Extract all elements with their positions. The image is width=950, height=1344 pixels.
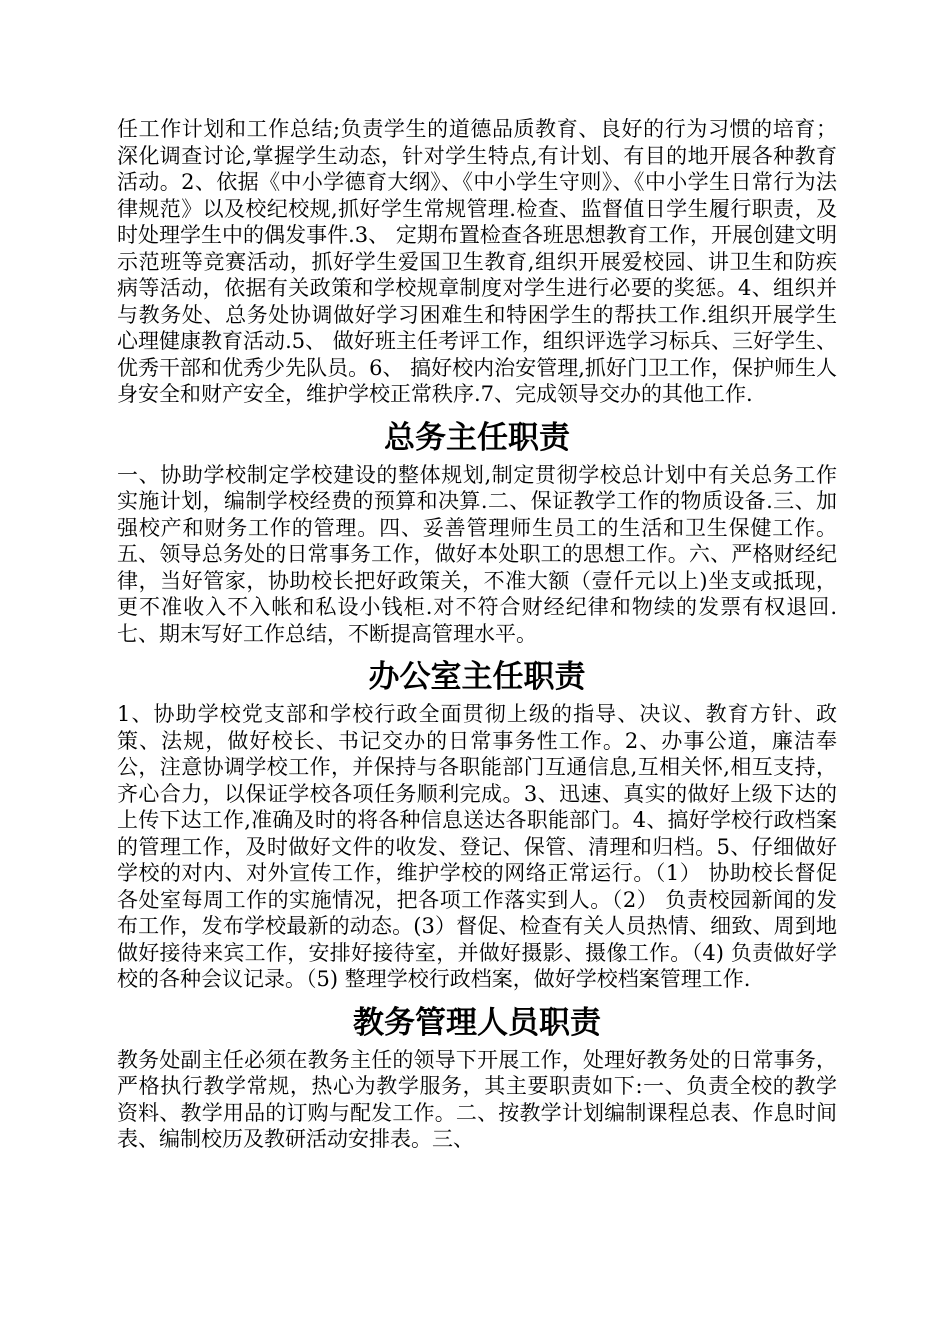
- section-heading-academic-staff: 教务管理人员职责: [353, 1004, 601, 1041]
- section-heading-general-affairs: 总务主任职责: [384, 419, 570, 456]
- section-body-office-director: 1、协助学校党支部和学校行政全面贯彻上级的指导、决议、教育方针、政策、法规，做好校长、书记交办的日常事务性工作。2、办事公道，廉洁奉公，注意协调学校工作，并保持与各职能部门互通信息,互相关怀,相互支持，齐心合力，以保证学校各项任务顺利完成。3、迅速、真实的做好上级下达的上传下达工作,准确及时的将各种信息送达各职能部门。4、搞好学校行政档案的管理工作，及时做好文件的收发、登记、保管、清理和归档。5、仔细做好学校的对内、对外宣传工作，维护学校的网络正常运行。（1） 协助校长督促各处室每周工作的实施情况，把各项工作落实到人。（2） 负责校园新闻的发布工作，发布学校最新的动态。(3）督促、检查有关人员热情、细致、周到地做好接待来宾工作，安排好接待室，并做好摄影、摄像工作。（4) 负责做好学校的各种会议记录。（5) 整理学校行政档案，做好学校档案管理工作.: [117, 702, 837, 991]
- section-heading-office-director: 办公室主任职责: [368, 659, 586, 695]
- section-body-intro: 任工作计划和工作总结;负责学生的道德品质教育、良好的行为习惯的培育；深化调查讨论,掌握学生动态，针对学生特点,有计划、有目的地开展各种教育活动。2、依据《中小学德育大纲》、《中小学生守则》、《中小学生日常行为法律规范》以及校纪校规,抓好学生常规管理.检查、监督值日学生履行职责，及时处理学生中的偶发事件.3、 定期布置检查各班思想教育工作，开展创建文明示范班等竞赛活动，抓好学生爱国卫生教育,组织开展爱校园、讲卫生和防疾病等活动，依据有关政策和学校规章制度对学生进行必要的奖惩。4、组织并与教务处、总务处协调做好学习困难生和特困学生的帮扶工作.组织开展学生心理健康教育活动.5、 做好班主任考评工作，组织评选学习标兵、三好学生、优秀干部和优秀少先队员。6、 搞好校内治安管理,抓好门卫工作，保护师生人身安全和财产安全，维护学校正常秩序.7、完成领导交办的其他工作.: [117, 117, 837, 406]
- document-page: [117, 116, 837, 1153]
- section-body-academic-staff: 教务处副主任必须在教务主任的领导下开展工作，处理好教务处的日常事务，严格执行教学常规，热心为教学服务，其主要职责如下:一、负责全校的教学资料、教学用品的订购与配发工作。二、按教学计划编制课程总表、作息时间表、编制校历及教研活动安排表。三、: [117, 1047, 837, 1151]
- section-body-general-affairs: 一、协助学校制定学校建设的整体规划,制定贯彻学校总计划中有关总务工作实施计划，编制学校经费的预算和决算.二、保证教学工作的物质设备.三、加强校产和财务工作的管理。四、妥善管理师生员工的生活和卫生保健工作。五、领导总务处的日常事务工作，做好本处职工的思想工作。六、严格财经纪律，当好管家，协助校长把好政策关，不准大额（壹仟元以上)坐支或抵现，更不准收入不入帐和私设小钱柜.对不符合财经纪律和物续的发票有权退回.七、期末写好工作总结，不断提高管理水平。: [117, 462, 837, 646]
